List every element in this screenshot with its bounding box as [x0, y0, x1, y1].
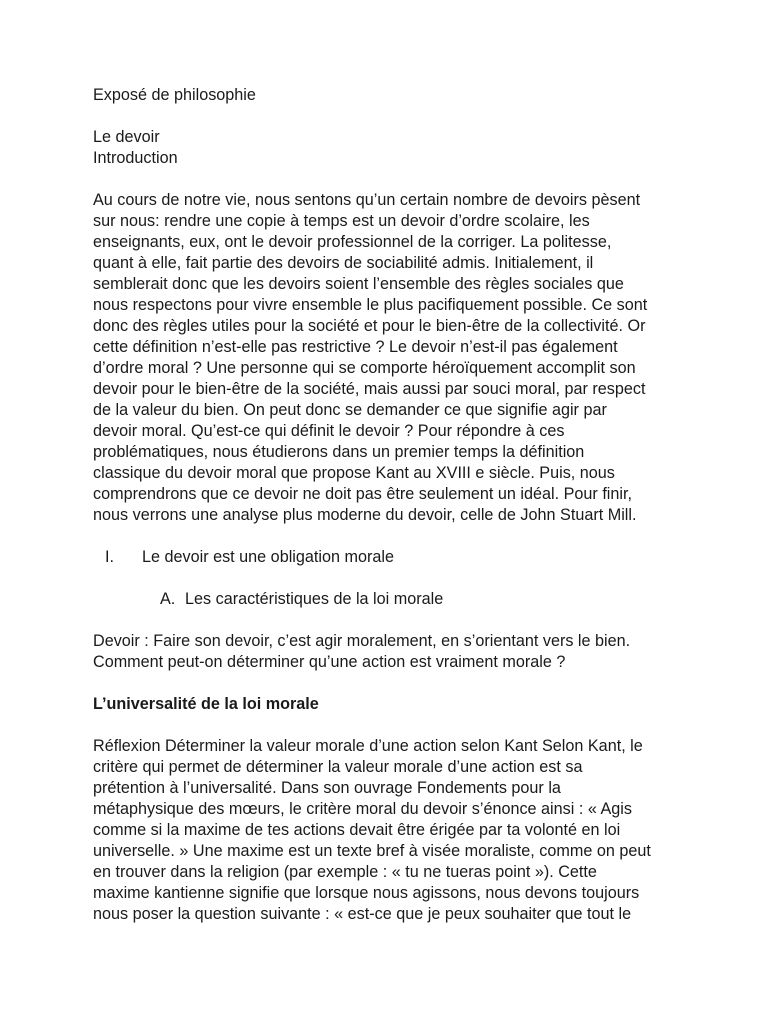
part-one-title: Le devoir est une obligation morale	[142, 548, 394, 566]
intro-line: de la valeur du bien. On peut donc se demander ce que signifie agir par	[93, 401, 607, 419]
intro-line: Au cours de notre vie, nous sentons qu’un certain nombre de devoirs pèsent	[93, 191, 641, 209]
subsection-a-title: Les caractéristiques de la loi morale	[185, 590, 444, 608]
intro-line: comprendrons que ce devoir ne doit pas être seulement un idéal. Pour finir,	[93, 485, 633, 503]
intro-line: devoir pour le bien-être de la société, mais aussi par souci moral, par respect	[93, 380, 646, 398]
reflexion-line: prétention à l’universalité. Dans son ouvrage Fondements pour la	[93, 779, 561, 797]
intro-line: nous respectons pour vivre ensemble le plus pacifiquement possible. Ce sont	[93, 296, 648, 314]
intro-line: classique du devoir moral que propose Kant au XVIII e siècle. Puis, nous	[93, 464, 615, 482]
reflexion-line: métaphysique des mœurs, le critère moral du devoir s’énonce ainsi : « Agis	[93, 800, 632, 818]
document-title: Exposé de philosophie	[93, 86, 256, 104]
reflexion-line: comme si la maxime de tes actions devait être érigée par ta volonté en loi	[93, 821, 621, 839]
introduction-paragraph	[93, 190, 688, 526]
intro-line: problématiques, nous étudierons dans un premier temps la définition	[93, 443, 585, 461]
intro-line: enseignants, eux, ont le devoir professionnel de la corriger. La politesse,	[93, 233, 612, 251]
definition-paragraph	[93, 631, 688, 673]
intro-line: cette définition n’est-elle pas restrictive ? Le devoir n’est-il pas également	[93, 338, 618, 356]
reflexion-line: maxime kantienne signifie que lorsque nous agissons, nous devons toujours	[93, 884, 640, 902]
reflexion-line: critère qui permet de déterminer la valeur morale d’une action est sa	[93, 758, 583, 776]
intro-line: semblerait donc que les devoirs soient l’ensemble des règles sociales que	[93, 275, 624, 293]
intro-line: nous verrons une analyse plus moderne du devoir, celle de John Stuart Mill.	[93, 506, 637, 524]
part-one-marker: I.	[105, 548, 114, 566]
reflexion-line: nous poser la question suivante : « est-ce que je peux souhaiter que tout le	[93, 905, 632, 923]
subsection-a-heading	[93, 589, 688, 610]
reflexion-paragraph	[93, 736, 688, 925]
reflexion-line: en trouver dans la religion (par exemple : « tu ne tueras point »). Cette	[93, 863, 597, 881]
subsection-a-marker: A.	[160, 590, 176, 608]
intro-line: d’ordre moral ? Une personne qui se comporte héroïquement accomplit son	[93, 359, 636, 377]
intro-line: quant à elle, fait partie des devoirs de sociabilité admis. Initialement, il	[93, 254, 594, 272]
reflexion-line: Réflexion Déterminer la valeur morale d’une action selon Kant Selon Kant, le	[93, 737, 643, 755]
intro-line: devoir moral. Qu’est-ce qui définit le devoir ? Pour répondre à ces	[93, 422, 565, 440]
intro-line: donc des règles utiles pour la société et pour le bien-être de la collectivité. Or	[93, 317, 646, 335]
definition-line: Devoir : Faire son devoir, c’est agir moralement, en s’orientant vers le bien.	[93, 632, 631, 650]
reflexion-line: universelle. » Une maxime est un texte bref à visée moraliste, comme on peut	[93, 842, 651, 860]
intro-line: sur nous: rendre une copie à temps est un devoir d’ordre scolaire, les	[93, 212, 590, 230]
definition-line: Comment peut-on déterminer qu’une action est vraiment morale ?	[93, 653, 566, 671]
section-introduction-heading: Introduction	[93, 149, 178, 167]
universality-heading: L’universalité de la loi morale	[93, 695, 319, 713]
document-subject: Le devoir	[93, 128, 160, 146]
part-one-heading	[93, 547, 688, 568]
